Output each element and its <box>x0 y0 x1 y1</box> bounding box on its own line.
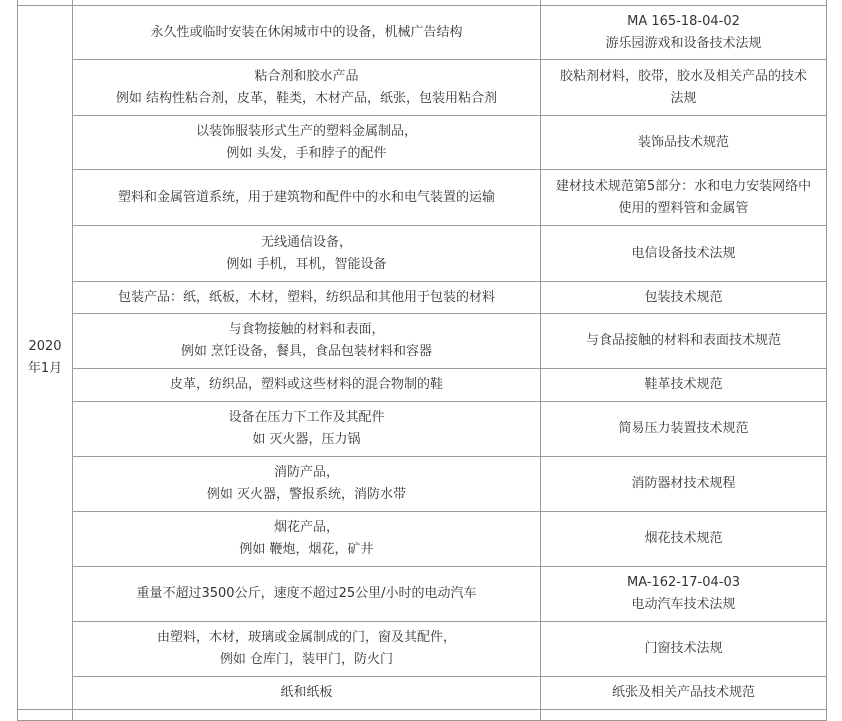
regulation-cell <box>541 369 827 402</box>
product-text-line: 永久性或临时安装在休闲城市中的设备，机械广告结构 <box>150 24 463 40</box>
regulation-text-line: 简易压力装置技术规范 <box>618 421 749 436</box>
product-text-line: 塑料和金属管道系统，用于建筑物和配件中的水和电气装置的运输 <box>117 189 495 205</box>
product-text-line: 例如 鞭炮，烟花，矿井 <box>239 542 374 557</box>
regulation-cell <box>541 226 827 282</box>
product-cell <box>73 677 541 710</box>
product-cell <box>73 116 541 170</box>
regulation-text-line: 法规 <box>670 90 697 106</box>
product-cell <box>73 60 541 116</box>
regulation-text-line: MA 165-18-04-02 <box>627 13 740 29</box>
regulation-cell <box>541 170 827 226</box>
regulation-text-line: 消防器材技术规程 <box>631 476 736 491</box>
product-cell <box>73 282 541 314</box>
regulation-text-line: 使用的塑料管和金属管 <box>618 200 749 216</box>
table-row <box>18 170 827 226</box>
product-cell <box>73 170 541 226</box>
regulation-cell <box>541 677 827 710</box>
date-cell-bottom <box>18 710 73 721</box>
regulation-text-line: MA-162-17-04-03 <box>626 575 741 590</box>
regulations-table <box>17 0 827 721</box>
product-text-line: 包装产品：纸，纸板，木材，塑料，纺织品和其他用于包装的材料 <box>117 289 495 305</box>
product-cell <box>73 369 541 402</box>
table-row <box>18 60 827 116</box>
table-row <box>18 567 827 622</box>
regulation-text-line: 胶粘剂材料，胶带，胶水及相关产品的技术 <box>559 68 807 84</box>
regulation-cell <box>541 6 827 60</box>
regulation-text-line: 纸张及相关产品技术规范 <box>611 685 755 700</box>
product-text-line: 例如 烹饪设备，餐具，食品包装材料和容器 <box>180 344 433 359</box>
regulation-cell-bottom <box>541 710 827 721</box>
product-text-line: 例如 头发，手和脖子的配件 <box>226 145 387 161</box>
table-row <box>18 402 827 457</box>
product-cell <box>73 402 541 457</box>
regulation-text-line: 包装技术规范 <box>644 289 723 305</box>
table-row <box>18 677 827 710</box>
table-row <box>18 457 827 512</box>
product-cell-bottom <box>73 710 541 721</box>
regulation-text-line: 电动汽车技术法规 <box>631 597 736 612</box>
regulation-cell <box>541 116 827 170</box>
product-cell <box>73 6 541 60</box>
product-cell <box>73 457 541 512</box>
product-cell <box>73 567 541 622</box>
table-row <box>18 314 827 369</box>
regulation-cell <box>541 622 827 677</box>
product-text-line: 由塑料，木材，玻璃或金属制成的门，窗及其配件， <box>156 630 456 645</box>
regulation-text-line: 与食品接触的材料和表面技术规范 <box>585 333 781 348</box>
product-text-line: 例如 手机，耳机，智能设备 <box>226 256 387 272</box>
product-text-line: 消防产品， <box>273 465 339 480</box>
product-text-line: 粘合剂和胶水产品 <box>254 68 359 84</box>
table-row <box>18 6 827 60</box>
table-row <box>18 226 827 282</box>
table-row <box>18 512 827 567</box>
product-text-line: 以装饰服装形式生产的塑料金属制品， <box>195 123 417 139</box>
product-text-line: 皮革，纺织品，塑料或这些材料的混合物制的鞋 <box>169 377 443 392</box>
product-text-line: 无线通信设备， <box>260 234 352 250</box>
product-text-line: 例如 灭火器，警报系统，消防水带 <box>206 487 407 502</box>
table-row <box>18 369 827 402</box>
regulation-cell <box>541 60 827 116</box>
regulation-cell <box>541 567 827 622</box>
regulation-text-line: 鞋革技术规范 <box>644 377 723 392</box>
regulation-text-line: 装饰品技术规范 <box>637 134 729 150</box>
table-row <box>18 622 827 677</box>
product-text-line: 如 灭火器，压力锅 <box>252 432 361 447</box>
regulation-cell <box>541 457 827 512</box>
table-row <box>18 282 827 314</box>
product-cell <box>73 226 541 282</box>
product-text-line: 设备在压力下工作及其配件 <box>228 410 385 425</box>
regulation-cell <box>541 402 827 457</box>
regulation-text-line: 游乐园游戏和设备技术法规 <box>605 35 762 51</box>
regulation-cell <box>541 512 827 567</box>
product-cell <box>73 314 541 369</box>
product-cell <box>73 512 541 567</box>
regulation-text-line: 门窗技术法规 <box>644 641 723 656</box>
product-text-line: 重量不超过3500公斤，速度不超过25公里/小时的电动汽车 <box>136 586 477 601</box>
table-row <box>18 116 827 170</box>
product-text-line: 纸和纸板 <box>280 685 333 700</box>
product-text-line: 例如 仓库门，装甲门，防火门 <box>219 652 394 667</box>
date-cell <box>18 6 73 710</box>
product-text-line: 例如 结构性粘合剂，皮革，鞋类，木材产品，纸张，包装用粘合剂 <box>115 90 498 106</box>
date-year: 2020 <box>28 338 62 354</box>
regulation-cell <box>541 282 827 314</box>
regulation-text-line: 建材技术规范第5部分：水和电力安装网络中 <box>555 178 812 194</box>
table-row-bottom-partial <box>18 710 827 721</box>
product-cell <box>73 622 541 677</box>
regulation-text-line: 电信设备技术法规 <box>631 245 736 261</box>
regulation-text-line: 烟花技术规范 <box>644 531 723 546</box>
date-month: 年1月 <box>27 360 63 376</box>
regulation-cell <box>541 314 827 369</box>
product-text-line: 烟花产品， <box>273 520 339 535</box>
product-text-line: 与食物接触的材料和表面， <box>228 322 385 337</box>
